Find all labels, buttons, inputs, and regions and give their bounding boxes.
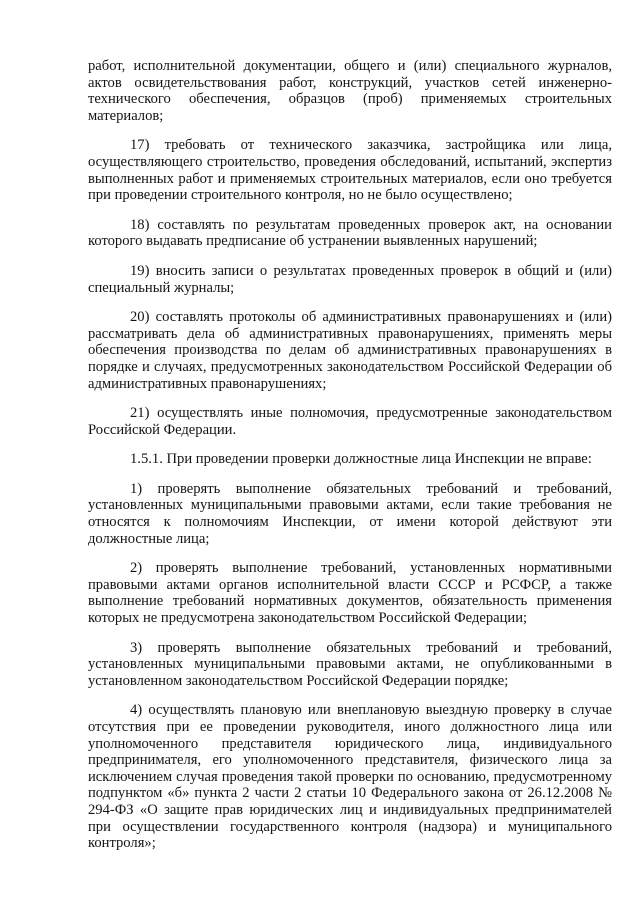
paragraph-item-19: 19) вносить записи о результатах проведенных проверок в общий и (или) специальный журналы;: [88, 262, 612, 296]
paragraph-item-17: 17) требовать от технического заказчика, застройщика или лица, осуществляющего строительство, проведения обследований, испытаний, экспертиз выполненных работ и применяемых строительных материалов, если оно требуется при проведении строительного контроля, но не было осуществлено;: [88, 137, 612, 204]
paragraph-continuation: работ, исполнительной документации, общего и (или) специального журналов, актов освидетельствования работ, конструкций, участков сетей инженерно-технического обеспечения, образцов (проб) применяемых строительных материалов;: [88, 58, 612, 124]
paragraph-item-20: 20) составлять протоколы об административных правонарушениях и (или) рассматривать дела об административных правонарушениях, применять меры обеспечения производства по делам об административных правонарушениях в порядке и случаях, предусмотренных законодательством Российской Федерации об административных правонарушениях;: [88, 309, 612, 392]
paragraph-subitem-3: 3) проверять выполнение обязательных требований и требований, установленных муниципальными правовыми актами, не опубликованными в установленном законодательством Российской Федерации порядке;: [88, 639, 612, 689]
paragraph-subitem-4: 4) осуществлять плановую или внеплановую выездную проверку в случае отсутствия при ее проведении руководителя, иного должностного лица или уполномоченного представителя юридического лица, индивидуального предпринимателя, его уполномоченного представителя, физического лица за исключением случая проведения такой проверки по основанию, предусмотренному подпунктом «б» пункта 2 части 2 статьи 10 Федерального закона от 26.12.2008 № 294-ФЗ «О защите прав юридических лиц и индивидуальных предпринимателей при осуществлении государственного контроля (надзора) и муниципального контроля»;: [88, 702, 612, 852]
paragraph-item-21: 21) осуществлять иные полномочия, предусмотренные законодательством Российской Федерации.: [88, 405, 612, 438]
paragraph-subitem-2: 2) проверять выполнение требований, установленных нормативными правовыми актами органов исполнительной власти СССР и РСФСР, а также выполнение требований нормативных документов, обязательность применения которых не предусмотрена законодательством Российской Федерации;: [88, 560, 612, 627]
paragraph-item-18: 18) составлять по результатам проведенных проверок акт, на основании которого выдавать предписание об устранении выявленных нарушений;: [88, 216, 612, 250]
document-page: [88, 58, 612, 852]
paragraph-section-1-5-1: 1.5.1. При проведении проверки должностные лица Инспекции не вправе:: [130, 451, 592, 468]
paragraph-subitem-1: 1) проверять выполнение обязательных требований и требований, установленных муниципальными правовыми актами, если такие требования не относятся к полномочиям Инспекции, от имени которой действуют эти должностные лица;: [88, 480, 612, 547]
